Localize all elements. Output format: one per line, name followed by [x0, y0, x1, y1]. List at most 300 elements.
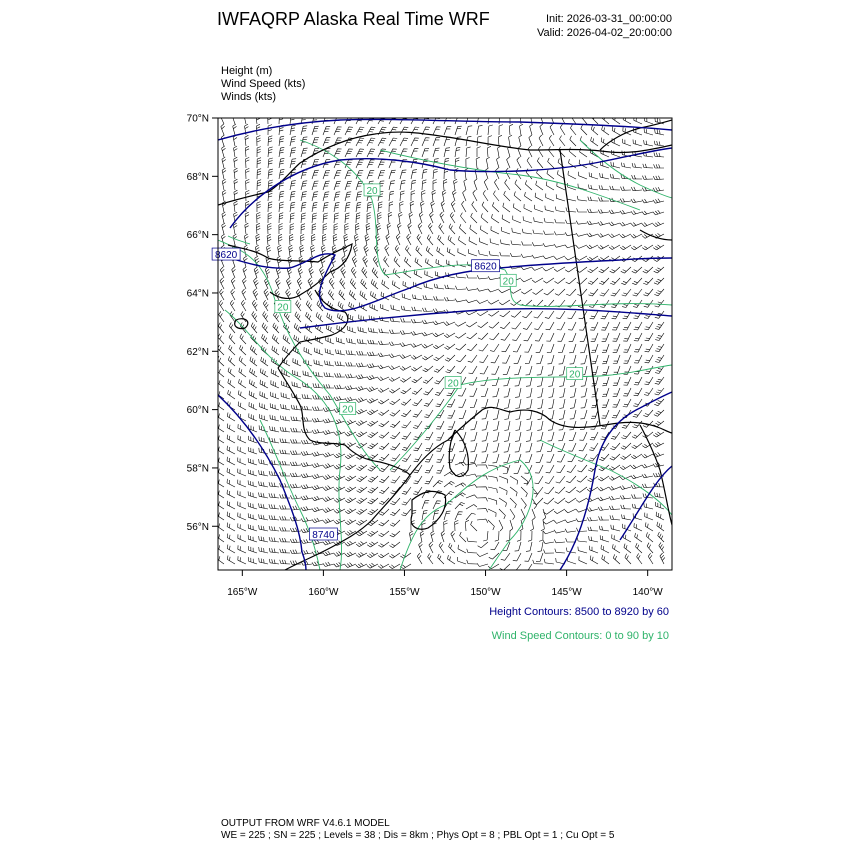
wind-barb — [413, 421, 422, 429]
wind-barb — [632, 175, 642, 179]
wind-barb — [588, 185, 598, 191]
wind-barb — [271, 392, 279, 399]
wind-barb — [547, 454, 555, 462]
wind-barb — [579, 556, 587, 564]
wind-barb — [312, 429, 323, 433]
wind-barb — [356, 421, 367, 426]
wind-barb — [441, 201, 445, 212]
wind-barb — [612, 127, 620, 135]
wind-barb — [646, 532, 653, 542]
wind-barb — [633, 311, 642, 319]
wind-barb — [459, 454, 466, 463]
wind-barb — [548, 366, 554, 375]
wind-barb — [300, 245, 304, 256]
wind-barb — [491, 226, 499, 234]
wind-barb — [521, 498, 526, 509]
wind-barb — [460, 213, 466, 223]
wind-barb — [655, 333, 664, 341]
wind-barb — [642, 484, 653, 488]
wind-barb — [504, 399, 510, 408]
wind-barb — [238, 435, 246, 443]
wind-barb — [424, 388, 434, 395]
wind-barb — [249, 413, 257, 421]
wind-barb — [602, 388, 609, 397]
wind-barb — [361, 279, 367, 289]
wind-barb — [467, 333, 477, 339]
wind-barb — [425, 454, 433, 462]
wind-barb — [471, 443, 478, 452]
wind-barb — [590, 311, 598, 319]
wind-barb — [334, 127, 342, 135]
wind-barb — [457, 366, 466, 373]
wind-barb — [378, 353, 389, 357]
wind-barb — [254, 267, 259, 278]
wind-barb — [489, 333, 499, 340]
wind-barb — [402, 498, 411, 505]
lat-tick-label: 56°N — [186, 521, 209, 533]
wind-barb — [591, 421, 599, 429]
wind-barb — [301, 484, 312, 488]
wind-barb — [566, 289, 576, 296]
wind-barb — [227, 413, 235, 422]
wind-barb — [411, 159, 418, 168]
wind-barb — [644, 140, 653, 146]
wind-barb — [514, 366, 521, 375]
wind-barb — [400, 330, 411, 334]
wind-barb — [365, 234, 370, 245]
wind-barb — [588, 197, 598, 201]
wind-barb — [493, 432, 499, 441]
wind-barb — [549, 135, 554, 146]
wind-barb — [434, 355, 445, 361]
wind-barb — [598, 476, 609, 481]
wind-barb — [260, 403, 268, 410]
wind-barb — [571, 113, 576, 124]
wind-barb — [378, 399, 389, 404]
wind-barb — [389, 553, 400, 558]
wind-barb — [436, 421, 444, 429]
wind-barb — [532, 278, 543, 283]
model-config: WE = 225 ; SN = 225 ; Levels = 38 ; Dis = 8km ; Phys Opt = 8 ; PBL Opt = 1 ; Cu Opt = 5 — [221, 830, 615, 841]
wind-barb — [292, 382, 301, 388]
wind-barb — [273, 323, 279, 333]
wind-barb — [280, 450, 290, 454]
wind-barb — [483, 190, 488, 201]
wind-barb — [219, 300, 224, 311]
wind-barb — [269, 482, 279, 487]
wind-barb — [334, 464, 345, 469]
wind-barb — [643, 278, 653, 285]
wind-barb — [599, 526, 609, 531]
wind-barb — [532, 509, 535, 520]
wind-barb — [269, 548, 279, 553]
wind-barb — [248, 535, 257, 542]
wind-barb — [530, 520, 533, 531]
wind-barb — [248, 458, 257, 465]
wind-barb — [598, 233, 609, 237]
wind-barb — [525, 454, 532, 463]
wind-barb — [411, 127, 419, 135]
wind-barb — [422, 190, 426, 201]
wind-barb — [591, 410, 598, 419]
wind-barb — [444, 148, 450, 157]
wind-barb — [345, 171, 352, 179]
wind-barb — [414, 443, 423, 451]
wind-barb — [379, 329, 389, 333]
wind-barb — [227, 446, 235, 454]
wind-barb — [263, 300, 268, 311]
wind-barb — [645, 522, 653, 531]
wind-barb — [455, 483, 466, 487]
wind-barb — [556, 311, 565, 319]
wind-barb — [530, 124, 533, 135]
wind-barb — [356, 542, 367, 547]
wind-barb — [401, 306, 411, 311]
wind-barb — [380, 304, 389, 311]
wind-barb — [238, 480, 246, 487]
wind-barb — [422, 138, 430, 146]
wind-barb — [411, 355, 422, 359]
wind-barb — [654, 278, 664, 284]
wind-barb — [459, 236, 467, 245]
wind-barb — [521, 487, 527, 497]
wind-barb — [613, 554, 620, 564]
wind-barb — [577, 537, 587, 542]
wind-barb — [334, 181, 341, 190]
wind-barb — [425, 465, 433, 473]
wind-barb — [477, 311, 488, 316]
wind-barb — [548, 355, 555, 364]
wind-barb — [581, 355, 587, 364]
wind-barb — [334, 192, 340, 201]
wind-barb — [589, 289, 599, 296]
wind-barb — [323, 497, 334, 502]
wind-barb — [466, 158, 470, 169]
wind-barb — [465, 168, 469, 179]
wind-barb — [356, 363, 367, 367]
wind-barb — [227, 512, 235, 520]
wind-barb — [655, 355, 664, 363]
wind-barb — [390, 531, 400, 537]
wind-barb — [334, 171, 341, 179]
wind-barb — [545, 476, 554, 484]
wind-barb — [513, 344, 521, 352]
wind-barb — [634, 322, 642, 330]
wind-barb — [416, 246, 422, 256]
wind-barb — [457, 261, 466, 267]
wind-barb — [570, 136, 576, 146]
wind-barb — [268, 125, 272, 135]
wind-barb — [444, 137, 451, 146]
wind-barb — [634, 355, 642, 363]
wind-barb — [241, 300, 246, 311]
wind-barb — [631, 245, 642, 250]
wind-barb — [415, 258, 422, 267]
wind-barb — [272, 346, 279, 355]
wind-barb — [290, 528, 301, 532]
wind-barb — [437, 247, 444, 256]
wind-barb — [246, 190, 250, 201]
wind-barb — [612, 399, 620, 407]
wind-barb — [345, 192, 351, 201]
wind-barb — [609, 496, 620, 500]
wind-barb — [378, 202, 382, 212]
wind-barb — [644, 377, 653, 385]
wind-barb — [378, 212, 382, 223]
wind-barb — [293, 358, 301, 366]
wind-barb — [587, 256, 598, 261]
wind-barb — [290, 191, 295, 201]
wind-barb — [509, 135, 513, 146]
wind-barb — [544, 300, 554, 307]
wind-barb — [610, 186, 620, 190]
wind-barb — [465, 520, 469, 531]
wind-barb — [444, 169, 448, 179]
wind-barb — [653, 442, 664, 447]
wind-barb — [526, 432, 532, 441]
wind-barb — [323, 115, 330, 124]
wind-barb — [522, 311, 532, 318]
wind-barb — [334, 453, 345, 458]
wind-barb — [598, 487, 609, 491]
wind-barb — [601, 322, 609, 330]
wind-barb — [566, 487, 576, 493]
wind-barb — [526, 421, 532, 431]
contour-label: 8740 — [312, 530, 335, 542]
wind-barb — [345, 374, 356, 378]
wind-barb — [539, 531, 543, 541]
wind-barb — [592, 377, 598, 386]
wind-barb — [281, 404, 290, 410]
wind-barb — [389, 377, 400, 381]
wind-barb — [642, 199, 653, 203]
wind-barb — [482, 410, 488, 419]
wind-barb — [259, 437, 268, 443]
wind-barb — [379, 454, 389, 461]
speed-contour-info: Wind Speed Contours: 0 to 90 by 10 — [491, 630, 669, 642]
wind-barb — [233, 124, 237, 135]
wind-barb — [349, 290, 356, 300]
wind-barb — [334, 431, 345, 436]
wind-barb — [249, 391, 257, 399]
wind-barb — [484, 179, 488, 190]
wind-barb — [227, 534, 235, 543]
wind-barb — [655, 377, 664, 384]
wind-barb — [295, 312, 301, 322]
wind-barb — [466, 147, 471, 157]
wind-barb — [245, 223, 249, 234]
wind-barb — [598, 245, 609, 249]
wind-barb — [238, 469, 246, 476]
wind-barb — [455, 502, 465, 509]
wind-barb — [334, 562, 345, 567]
wind-barb — [569, 344, 576, 353]
wind-barb — [395, 245, 400, 256]
wind-barb — [482, 421, 488, 430]
wind-barb — [356, 409, 367, 414]
wind-barb — [559, 355, 565, 364]
wind-barb — [579, 172, 587, 179]
wind-barb — [543, 509, 554, 514]
wind-barb — [576, 221, 587, 225]
page-title: IWFAQRP Alaska Real Time WRF — [217, 9, 490, 29]
wind-barb — [534, 217, 543, 223]
wind-barb — [654, 141, 664, 146]
wind-barb — [587, 508, 598, 512]
wind-barb — [540, 124, 543, 135]
wind-barb — [601, 149, 609, 157]
wind-barb — [356, 149, 364, 157]
wind-barb — [250, 368, 257, 377]
wind-barb — [301, 192, 307, 201]
wind-barb — [525, 355, 532, 364]
wind-barb — [238, 502, 246, 510]
wind-barb — [290, 224, 294, 234]
wind-barb — [378, 388, 389, 392]
wind-barb — [366, 223, 370, 234]
wind-barb — [480, 238, 488, 245]
wind-barb — [460, 532, 466, 542]
wind-barb — [555, 498, 566, 504]
wind-barb — [497, 157, 500, 168]
wind-barb — [613, 115, 620, 124]
wind-barb — [290, 451, 301, 455]
wind-barb — [323, 224, 327, 234]
wind-barb — [417, 234, 422, 245]
wind-barb — [576, 487, 587, 492]
wind-barb — [577, 289, 587, 296]
wind-barb — [569, 147, 576, 157]
wind-barb — [378, 377, 389, 381]
wind-barb — [433, 481, 443, 488]
wind-barb — [229, 345, 235, 355]
wind-barb — [279, 114, 283, 124]
wind-barb — [425, 271, 433, 279]
wind-barb — [466, 474, 477, 477]
wind-barb — [417, 553, 422, 564]
wind-barb — [579, 311, 587, 319]
wind-barb — [327, 313, 334, 322]
wind-barb — [333, 234, 337, 245]
speed-contour — [400, 460, 533, 575]
wind-barb — [491, 542, 500, 550]
wind-barb — [411, 180, 416, 190]
wind-barb — [631, 454, 642, 459]
wind-barb — [390, 498, 400, 505]
wind-barb — [470, 454, 477, 463]
wind-barb — [554, 539, 565, 543]
wind-barb — [532, 242, 543, 246]
wind-barb — [259, 525, 268, 531]
wind-barb — [221, 124, 225, 135]
wind-barb — [436, 259, 444, 267]
wind-barb — [637, 553, 642, 564]
wind-barb — [290, 484, 301, 488]
wind-barb — [653, 432, 664, 437]
wind-barb — [301, 451, 312, 455]
wind-barb — [249, 402, 257, 410]
wind-barb — [360, 291, 367, 300]
wind-barb — [623, 344, 631, 352]
wind-barb — [294, 323, 301, 333]
wind-barb — [524, 204, 532, 212]
wind-barb — [488, 289, 499, 292]
wind-barb — [635, 533, 642, 542]
wind-barb — [477, 136, 482, 146]
wind-barb — [356, 552, 367, 557]
wind-barb — [378, 553, 389, 558]
wind-barb — [400, 355, 411, 359]
wind-barb — [642, 454, 653, 458]
wind-barb — [289, 245, 293, 256]
wind-barb — [228, 390, 235, 399]
wind-barb — [565, 267, 576, 272]
wind-barb — [451, 201, 455, 212]
wind-barb — [537, 158, 543, 169]
wind-barb — [280, 549, 290, 553]
lon-tick-label: 150°W — [470, 587, 501, 598]
wind-barb — [353, 245, 358, 256]
wind-barb — [367, 149, 375, 157]
wind-barb — [631, 211, 642, 215]
wind-barb — [611, 289, 620, 296]
wind-barb — [268, 213, 272, 223]
wind-barb — [479, 344, 488, 351]
wind-barb — [436, 454, 444, 462]
wind-barb — [424, 410, 433, 418]
wind-barb — [510, 487, 517, 496]
wind-barb — [609, 476, 620, 480]
wind-barb — [424, 283, 433, 289]
wind-barb — [587, 245, 598, 249]
wind-barb — [389, 388, 400, 393]
wind-barb — [291, 428, 301, 432]
wind-barb — [525, 192, 533, 201]
wind-barb — [653, 222, 664, 227]
wind-barb — [312, 474, 323, 479]
wind-barb — [659, 542, 664, 553]
wind-barb — [411, 138, 419, 146]
wind-barb — [412, 307, 422, 311]
wind-barb — [455, 299, 466, 302]
wind-barb — [312, 213, 317, 223]
wind-barb — [448, 555, 456, 564]
wind-barb — [438, 554, 444, 564]
wind-barb — [280, 560, 290, 564]
wind-barb — [499, 125, 503, 135]
wind-barb — [482, 443, 488, 452]
wind-barb — [240, 334, 246, 344]
wind-barb — [522, 241, 532, 245]
wind-barb — [525, 553, 533, 561]
wind-barb — [642, 223, 653, 227]
wind-barb — [558, 333, 566, 341]
wind-barb — [466, 513, 476, 520]
wind-barb — [648, 553, 653, 564]
wind-barb — [483, 531, 488, 541]
wind-barb — [612, 410, 620, 418]
wind-barb — [346, 350, 356, 355]
wind-barb — [492, 214, 500, 223]
wind-barb — [502, 355, 510, 363]
wind-barb — [238, 523, 246, 531]
wind-barb — [279, 224, 283, 235]
wind-barb — [620, 495, 631, 499]
wind-barb — [246, 157, 250, 168]
wind-barb — [323, 181, 330, 190]
wind-barb — [250, 357, 257, 366]
wind-barb — [533, 230, 543, 234]
